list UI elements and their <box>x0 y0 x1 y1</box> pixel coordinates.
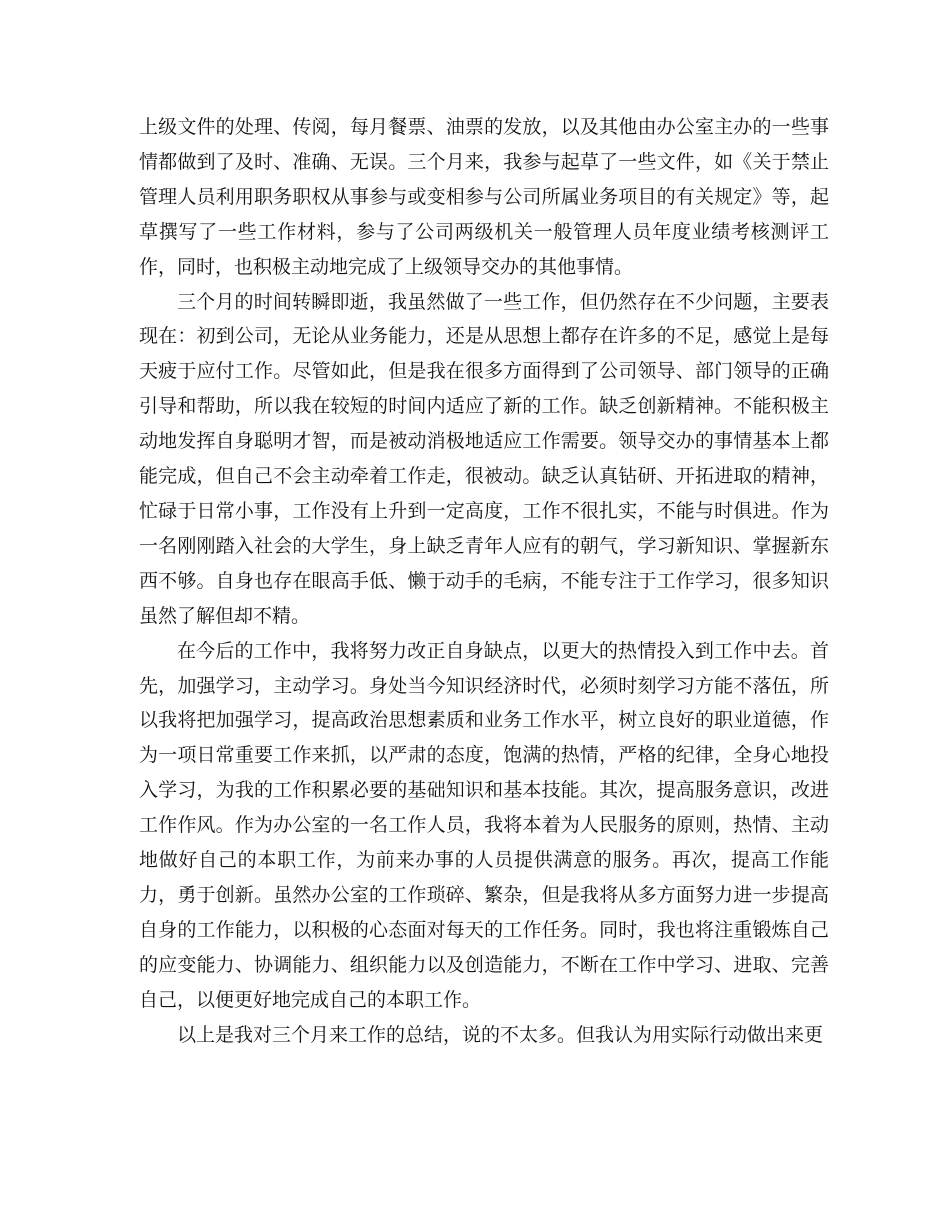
paragraph-summary: 以上是我对三个月来工作的总结，说的不太多。但我认为用实际行动做出来更 <box>177 1023 824 1046</box>
paragraph-future-plan: 在今后的工作中，我将努力改正自身缺点，以更大的热情投入到工作中去。首先，加强学习，主动学习。身处当今知识经济时代，必须时刻学习方能不落伍，所以我将把加强学习，提高政治思想素质和业务工作水平，树立良好的职业道德，作为一项日常重要工作来抓，以严肃的态度，饱满的热情，严格的纪律，全身心地投入学习，为我的工作积累必要的基础知识和基本技能。其次，提高服务意识，改进工作作风。作为办公室的一名工作人员，我将本着为人民服务的原则，热情、主动地做好自己的本职工作，为前来办事的人员提供满意的服务。再次，提高工作能力，勇于创新。虽然办公室的工作琐碎、繁杂，但是我将从多方面努力进一步提高自身的工作能力，以积极的心态面对每天的工作任务。同时，我也将注重锻炼自己的应变能力、协调能力、组织能力以及创造能力，不断在工作中学习、进取、完善自己，以便更好地完成自己的本职工作。 <box>139 639 829 1011</box>
document-body <box>139 110 829 1052</box>
paragraph-continuation: 上级文件的处理、传阅，每月餐票、油票的发放，以及其他由办公室主办的一些事情都做到了及时、准确、无误。三个月来，我参与起草了一些文件，如《关于禁止管理人员利用职务职权从事参与或变相参与公司所属业务项目的有关规定》等，起草撰写了一些工作材料，参与了公司两级机关一般管理人员年度业绩考核测评工作，同时，也积极主动地完成了上级领导交办的其他事情。 <box>139 116 829 278</box>
paragraph-problems: 三个月的时间转瞬即逝，我虽然做了一些工作，但仍然存在不少问题，主要表现在：初到公司，无论从业务能力，还是从思想上都存在许多的不足，感觉上是每天疲于应付工作。尽管如此，但是我在很多方面得到了公司领导、部门领导的正确引导和帮助，所以我在较短的时间内适应了新的工作。缺乏创新精神。不能积极主动地发挥自身聪明才智，而是被动消极地适应工作需要。领导交办的事情基本上都能完成，但自己不会主动牵着工作走，很被动。缺乏认真钻研、开拓进取的精神，忙碌于日常小事，工作没有上升到一定高度，工作不很扎实，不能与时俱进。作为一名刚刚踏入社会的大学生，身上缺乏青年人应有的朝气，学习新知识、掌握新东西不够。自身也存在眼高手低、懒于动手的毛病，不能专注于工作学习，很多知识虽然了解但却不精。 <box>139 290 829 627</box>
